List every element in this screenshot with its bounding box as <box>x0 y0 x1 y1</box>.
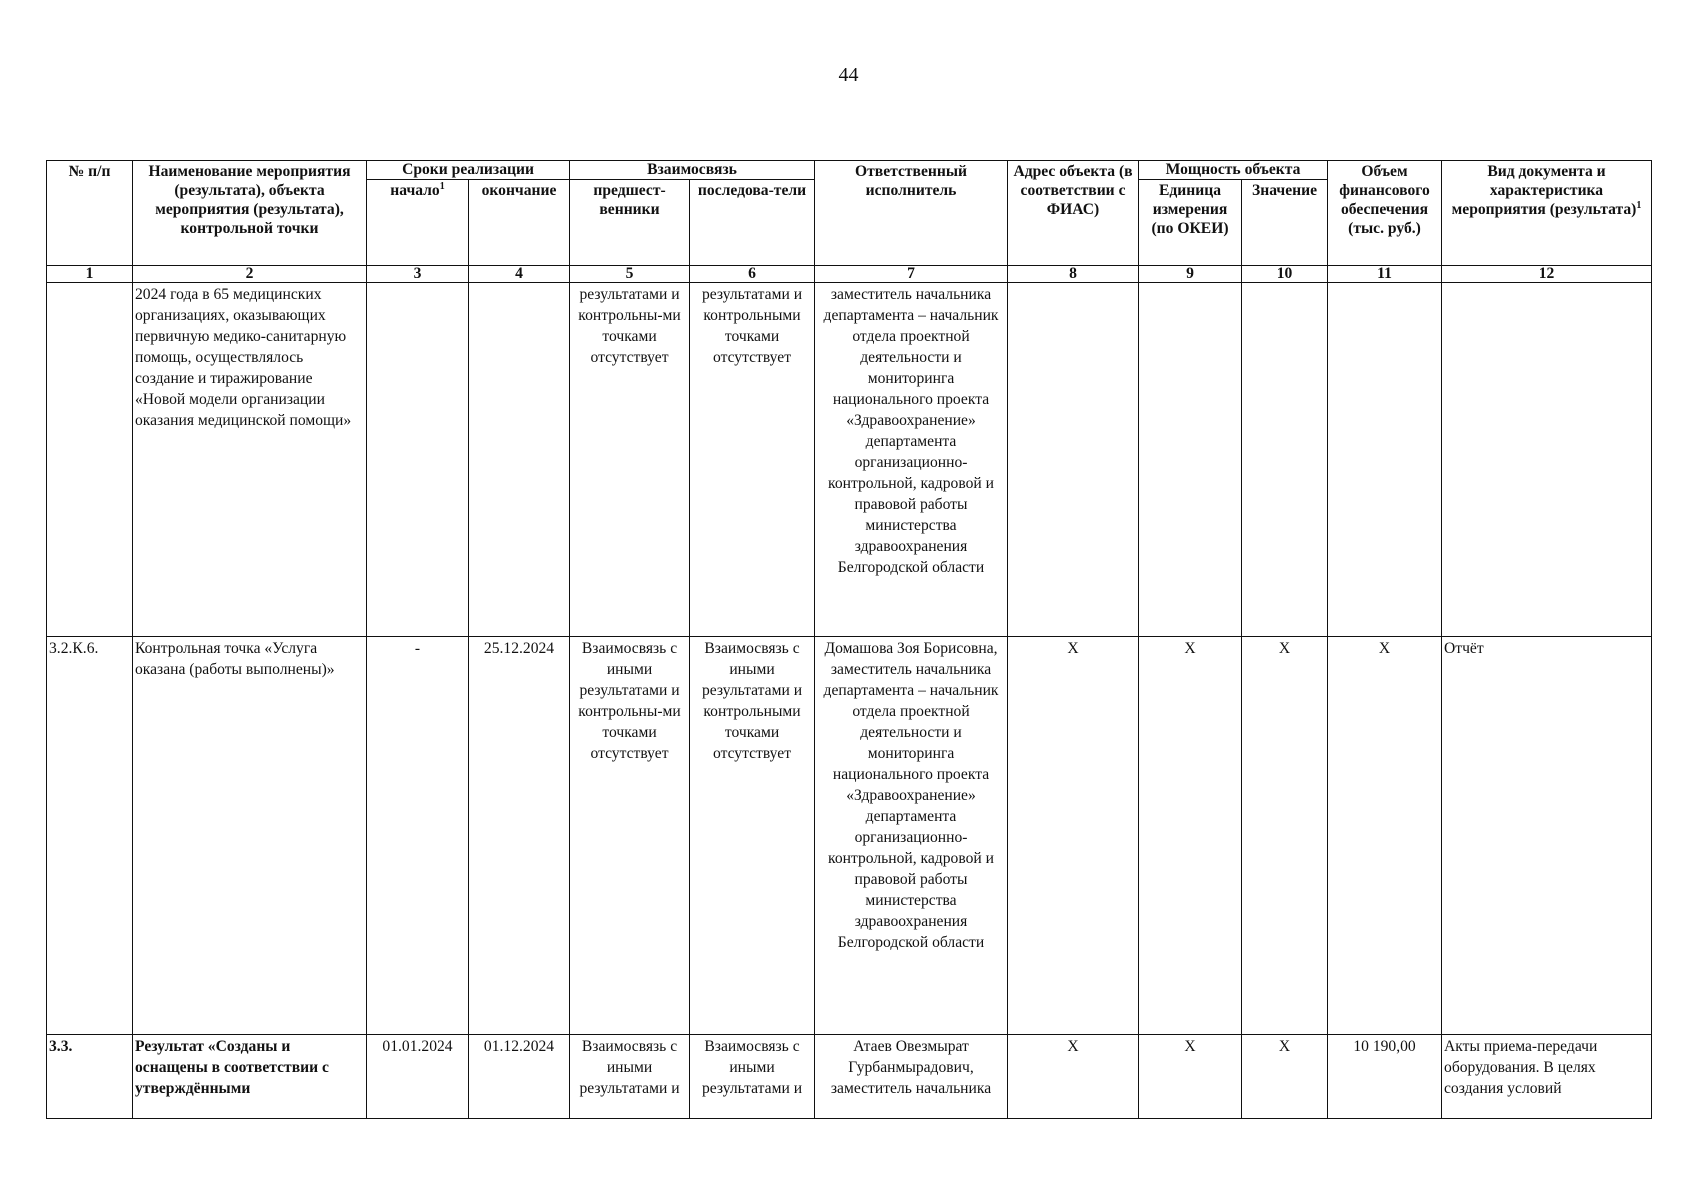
row-document: Отчёт <box>1442 637 1652 1035</box>
row-address: X <box>1008 637 1139 1035</box>
row-successors: Взаимосвязь с иными результатами и контрольными точками отсутствует <box>690 637 815 1035</box>
row-predecessors: результатами и контрольны-ми точками отсутствует <box>570 283 690 637</box>
header-successors: последова-тели <box>690 180 815 266</box>
table-row <box>47 637 1652 1035</box>
header-num: № п/п <box>47 161 133 266</box>
row-document: Акты приема-передачи оборудования. В целях создания условий <box>1442 1035 1652 1119</box>
row-name: Результат «Созданы и оснащены в соответствии с утверждёнными <box>133 1035 367 1119</box>
header-document <box>1442 161 1652 266</box>
row-unit <box>1139 283 1242 637</box>
header-terms-group: Сроки реализации <box>367 161 570 180</box>
column-number: 2 <box>133 266 367 283</box>
page-number: 44 <box>838 64 859 86</box>
row-finance: X <box>1328 637 1442 1035</box>
row-document <box>1442 283 1652 637</box>
row-end: 01.12.2024 <box>469 1035 570 1119</box>
row-num: 3.2.К.6. <box>47 637 133 1035</box>
header-start-label: начало <box>390 182 440 199</box>
header-finance: Объем финансового обеспечения (тыс. руб.) <box>1328 161 1442 266</box>
column-number: 11 <box>1328 266 1442 283</box>
row-end: 25.12.2024 <box>469 637 570 1035</box>
header-start-footnote: 1 <box>439 180 445 192</box>
row-responsible: Атаев Овезмырат Гурбанмырадович, заместитель начальника <box>815 1035 1008 1119</box>
header-address: Адрес объекта (в соответствии с ФИАС) <box>1008 161 1139 266</box>
row-successors: Взаимосвязь с иными результатами и <box>690 1035 815 1119</box>
header-name: Наименование мероприятия (результата), объекта мероприятия (результата), контрольной точки <box>133 161 367 266</box>
header-document-footnote: 1 <box>1636 199 1642 211</box>
row-address <box>1008 283 1139 637</box>
column-number: 9 <box>1139 266 1242 283</box>
header-predecessors: предшест-венники <box>570 180 690 266</box>
row-name: Контрольная точка «Услуга оказана (работы выполнены)» <box>133 637 367 1035</box>
header-relation-group: Взаимосвязь <box>570 161 815 180</box>
header-start <box>367 180 469 266</box>
row-value <box>1242 283 1328 637</box>
column-number: 6 <box>690 266 815 283</box>
row-unit: X <box>1139 637 1242 1035</box>
column-number: 10 <box>1242 266 1328 283</box>
row-start: - <box>367 637 469 1035</box>
column-number: 5 <box>570 266 690 283</box>
table-row <box>47 1035 1652 1119</box>
row-address: X <box>1008 1035 1139 1119</box>
table-row <box>47 283 1652 637</box>
row-end <box>469 283 570 637</box>
row-start: 01.01.2024 <box>367 1035 469 1119</box>
column-number: 8 <box>1008 266 1139 283</box>
row-num: 3.3. <box>47 1035 133 1119</box>
row-successors: результатами и контрольными точками отсутствует <box>690 283 815 637</box>
header-value: Значение <box>1242 180 1328 266</box>
events-table <box>46 160 1652 1119</box>
row-num <box>47 283 133 637</box>
header-document-label: Вид документа и характеристика мероприятия (результата) <box>1451 163 1637 218</box>
column-number-row <box>47 266 1652 283</box>
row-responsible: заместитель начальника департамента – начальник отдела проектной деятельности и мониторинга национального проекта «Здравоохранение» департамента организационно-контрольной, кадровой и правовой работы министерства здравоохранения Белгородской области <box>815 283 1008 637</box>
row-unit: X <box>1139 1035 1242 1119</box>
row-finance <box>1328 283 1442 637</box>
column-number: 7 <box>815 266 1008 283</box>
header-responsible: Ответственный исполнитель <box>815 161 1008 266</box>
column-number: 4 <box>469 266 570 283</box>
row-value: X <box>1242 1035 1328 1119</box>
row-value: X <box>1242 637 1328 1035</box>
row-predecessors: Взаимосвязь с иными результатами и контрольны-ми точками отсутствует <box>570 637 690 1035</box>
header-end: окончание <box>469 180 570 266</box>
column-number: 1 <box>47 266 133 283</box>
row-responsible: Домашова Зоя Борисовна, заместитель начальника департамента – начальник отдела проектной деятельности и мониторинга национального проекта «Здравоохранение» департамента организационно-контрольной, кадровой и правовой работы министерства здравоохранения Белгородской области <box>815 637 1008 1035</box>
header-capacity-group: Мощность объекта <box>1139 161 1328 180</box>
column-number: 12 <box>1442 266 1652 283</box>
column-number: 3 <box>367 266 469 283</box>
row-predecessors: Взаимосвязь с иными результатами и <box>570 1035 690 1119</box>
row-name: 2024 года в 65 медицинских организациях, оказывающих первичную медико-санитарную помощь, осуществлялось создание и тиражирование «Новой модели организации оказания медицинской помощи» <box>133 283 367 637</box>
row-start <box>367 283 469 637</box>
header-row-1 <box>47 161 1652 180</box>
row-finance: 10 190,00 <box>1328 1035 1442 1119</box>
header-unit: Единица измерения (по ОКЕИ) <box>1139 180 1242 266</box>
